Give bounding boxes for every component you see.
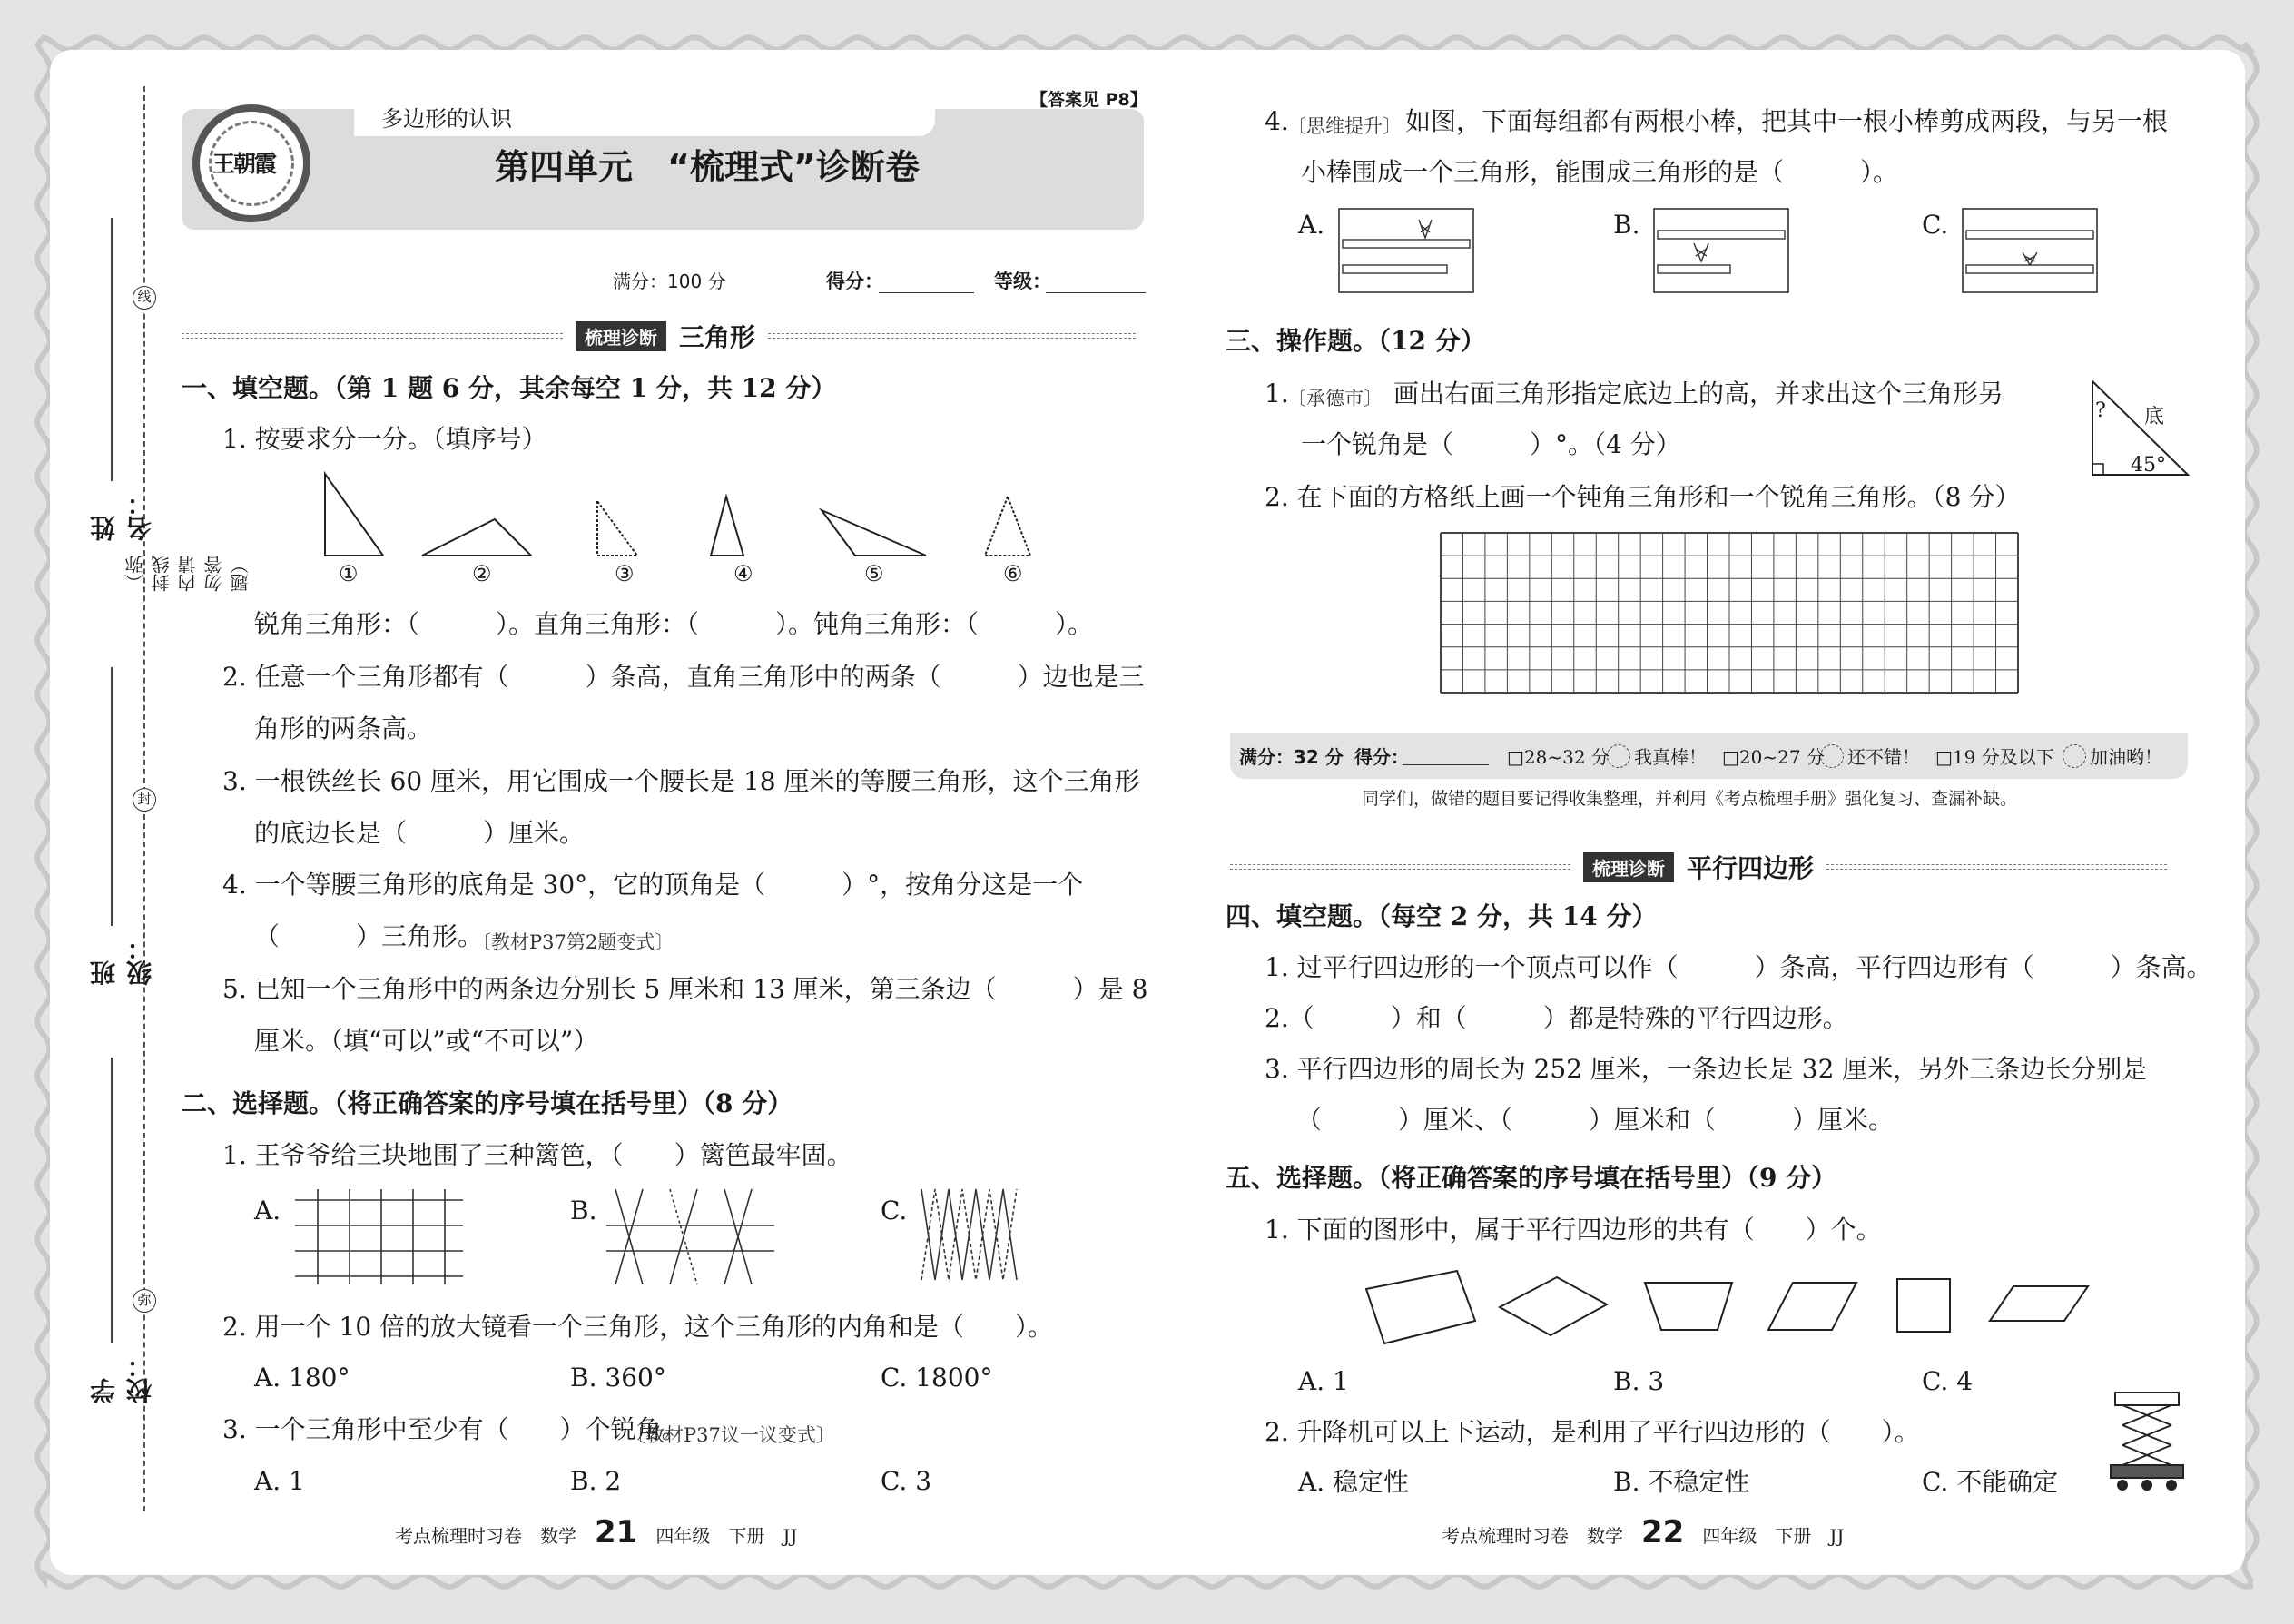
p3-line2: （ ）厘米、（ ）厘米和（ ）厘米。 xyxy=(1296,1105,1895,1135)
page-number: 22 xyxy=(1641,1514,1685,1550)
p3-line1: 3. 平行四边形的周长为 252 厘米，一条边长是 32 厘米，另外三条边长分别是 xyxy=(1265,1054,2148,1084)
q4-number: 4. xyxy=(1265,106,1289,136)
section-triangle-header xyxy=(182,318,1136,354)
q4-line2: 小棒围成一个三角形，能围成三角形的是（ ）。 xyxy=(1301,157,1899,187)
q1-heading: 一、填空题。（第 1 题 6 分，其余每空 1 分，共 12 分） xyxy=(182,373,837,403)
triangle-angle-label: 45° xyxy=(2131,454,2166,477)
shape-rhombus xyxy=(1500,1277,1607,1335)
q3-heading: 三、操作题。（12 分） xyxy=(1226,326,1486,356)
school-field[interactable] xyxy=(111,1058,113,1343)
q3-2: 2. 在下面的方格纸上画一个钝角三角形和一个锐角三角形。（8 分） xyxy=(1265,482,2021,512)
section-tag: 梳理诊断 xyxy=(1583,852,1674,882)
q1-5-line2: 厘米。（填“可以”或“不可以”） xyxy=(254,1026,599,1056)
s1-option-c[interactable]: C. 4 xyxy=(1922,1366,1974,1396)
score-bar-full: 满分：32 分 xyxy=(1239,746,1344,768)
rating-text-3: 加油哟！ xyxy=(2090,746,2162,768)
triangle-figures xyxy=(300,474,1207,583)
shape-trapezoid xyxy=(1645,1283,1732,1330)
rating-text-1: 我真棒！ xyxy=(1634,746,1707,768)
q2-heading: 二、选择题。（将正确答案的序号填在括号里）（8 分） xyxy=(182,1088,793,1118)
score-label: 得分： xyxy=(826,271,883,292)
q2-3-option-b[interactable]: B. 2 xyxy=(570,1466,622,1496)
binding-mark-xian: 线 xyxy=(133,286,156,310)
tri-label-1: ① xyxy=(339,561,359,586)
divider xyxy=(182,333,563,339)
q4-option-c[interactable]: C. xyxy=(1922,210,1949,240)
s2-option-c[interactable]: C. 不能确定 xyxy=(1922,1467,2059,1497)
s1-option-a[interactable]: A. 1 xyxy=(1298,1366,1349,1396)
q2-1-option-a[interactable]: A. xyxy=(254,1196,281,1225)
rating-range-1: □28~32 分 xyxy=(1507,746,1610,768)
p2: 2.（ ）和（ ）都是特殊的平行四边形。 xyxy=(1265,1003,1848,1033)
triangle-6 xyxy=(985,497,1030,556)
grade-field[interactable] xyxy=(1046,292,1146,293)
score-bar-field[interactable] xyxy=(1403,764,1489,765)
grid-paper[interactable] xyxy=(1439,531,2020,694)
divider xyxy=(1230,864,1570,870)
tri-label-4: ④ xyxy=(733,561,753,586)
q2-3: 3. 一个三角形中至少有（ ）个锐角。 xyxy=(222,1414,687,1444)
binding-note: （弥封线内请勿答题） xyxy=(124,556,251,592)
q2-1: 1. 王爷爷给三块地围了三种篱笆，（ ）篱笆最牢固。 xyxy=(222,1140,852,1170)
logo-text: 王朝霞 xyxy=(212,151,276,177)
right-footer xyxy=(1442,1514,1844,1550)
q1-4-line1: 4. 一个等腰三角形的底角是 30°，它的顶角是（ ）°，按角分这是一个 xyxy=(222,870,1084,900)
section-title: 三角形 xyxy=(679,322,756,352)
shape-parallelogram-2 xyxy=(1990,1286,2088,1321)
publisher-logo xyxy=(192,104,310,222)
section-parallelogram-header xyxy=(1230,849,2167,885)
grade-label: 等级： xyxy=(994,271,1051,292)
class-field[interactable] xyxy=(111,667,113,926)
q4-tag: 〔思维提升〕 xyxy=(1287,115,1402,137)
page-number: 21 xyxy=(595,1514,638,1550)
ok-face-icon xyxy=(1820,744,1844,768)
smile-face-icon xyxy=(1607,744,1630,768)
binding-mark-mi: 弥 xyxy=(133,1289,156,1313)
q3-1-line2: 一个锐角是（ ）°。（4 分） xyxy=(1301,429,1681,459)
q1-2-line1: 2. 任意一个三角形都有（ ）条高，直角三角形中的两条（ ）边也是三 xyxy=(222,662,1145,692)
answer-reference: 【答案见 P8】 xyxy=(1030,90,1147,110)
shape-parallelogram-1 xyxy=(1768,1283,1856,1330)
q1-3-line1: 3. 一根铁丝长 60 厘米，用它围成一个腰长是 18 厘米的等腰三角形，这个三角形 xyxy=(222,766,1140,796)
triangle-5 xyxy=(822,510,926,556)
tri-label-6: ⑥ xyxy=(1003,561,1023,586)
footer-grade: 四年级 下册 JJ xyxy=(1702,1525,1845,1547)
q2-2: 2. 用一个 10 倍的放大镜看一个三角形，这个三角形的内角和是（ ）。 xyxy=(222,1312,1054,1342)
q2-3-option-c[interactable]: C. 3 xyxy=(881,1466,932,1496)
triangle-base-label: 底 xyxy=(2144,406,2165,428)
left-footer xyxy=(395,1514,797,1550)
shape-quadrilateral-1 xyxy=(1366,1271,1475,1343)
triangle-3 xyxy=(597,501,637,556)
s2-option-b[interactable]: B. 不稳定性 xyxy=(1613,1467,1750,1497)
q4-fill-heading: 四、填空题。（每空 2 分，共 14 分） xyxy=(1226,901,1658,931)
sticks-figure-b xyxy=(1654,209,1790,295)
divider xyxy=(768,333,1136,339)
triangle-1 xyxy=(325,474,383,556)
q3-1-line1: 画出右面三角形指定底边上的高，并求出这个三角形另 xyxy=(1393,379,2004,408)
rating-text-2: 还不错！ xyxy=(1847,746,1920,768)
fence-c-zigzag xyxy=(917,1189,1026,1289)
score-field[interactable] xyxy=(879,292,974,293)
footer-series: 考点梳理时习卷 数学 xyxy=(395,1525,576,1547)
class-label: 班级： xyxy=(89,935,155,986)
tri-label-5: ⑤ xyxy=(864,561,884,586)
q1-5-line1: 5. 已知一个三角形中的两条边分别长 5 厘米和 13 厘米，第三条边（ ）是 8 xyxy=(222,974,1148,1004)
s2: 2. 升降机可以上下运动，是利用了平行四边形的（ ）。 xyxy=(1265,1417,1920,1447)
q2-2-option-a[interactable]: A. 180° xyxy=(254,1363,350,1393)
school-label: 学校： xyxy=(89,1353,155,1403)
section-title: 平行四边形 xyxy=(1687,853,1815,883)
s1: 1. 下面的图形中，属于平行四边形的共有（ ）个。 xyxy=(1265,1215,1882,1245)
triangle-4 xyxy=(711,497,743,556)
score-bar-score: 得分： xyxy=(1354,746,1409,768)
q1-4-source-note: 〔教材P37第2题变式〕 xyxy=(472,931,674,953)
q3-1-tag: 〔承德市〕 xyxy=(1287,388,1383,409)
footer-series: 考点梳理时习卷 数学 xyxy=(1442,1525,1623,1547)
q4-option-a[interactable]: A. xyxy=(1298,210,1325,240)
q1-4-line2: （ ）三角形。 xyxy=(254,921,484,951)
q5-heading: 五、选择题。（将正确答案的序号填在括号里）（9 分） xyxy=(1226,1163,1837,1193)
q4-option-b[interactable]: B. xyxy=(1613,210,1640,240)
rating-range-3: □19 分及以下 xyxy=(1935,746,2054,768)
q2-1-option-c[interactable]: C. xyxy=(881,1196,908,1225)
name-label: 姓名： xyxy=(89,490,155,541)
sticks-figure-c xyxy=(1963,209,2099,295)
triangle-question-mark: ? xyxy=(2095,399,2106,422)
s2-option-a[interactable]: A. 稳定性 xyxy=(1298,1467,1410,1497)
fence-a-grid xyxy=(295,1189,468,1289)
name-field[interactable] xyxy=(111,218,113,481)
q1-1: 1. 按要求分一分。（填序号） xyxy=(222,424,547,454)
q1-1-answer: 锐角三角形：（ ）。直角三角形：（ ）。钝角三角形：（ ）。 xyxy=(254,609,1094,639)
q1-3-line2: 的底边长是（ ）厘米。 xyxy=(254,818,586,848)
quadrilateral-shapes xyxy=(1362,1266,2106,1348)
section-tag: 梳理诊断 xyxy=(576,321,666,351)
tri-label-2: ② xyxy=(472,561,492,586)
q3-1-number: 1. xyxy=(1265,379,1289,408)
q2-3-option-a[interactable]: A. 1 xyxy=(254,1466,305,1496)
shape-rectangle xyxy=(1897,1279,1950,1332)
divider xyxy=(1826,864,2167,870)
p1: 1. 过平行四边形的一个顶点可以作（ ）条高，平行四边形有（ ）条高。 xyxy=(1265,952,2212,982)
q1-2-line2: 角形的两条高。 xyxy=(254,714,433,743)
page-title: 第四单元 “梳理式”诊断卷 xyxy=(495,147,920,187)
fence-b-triangles xyxy=(606,1189,779,1289)
q2-1-option-b[interactable]: B. xyxy=(570,1196,597,1225)
review-reminder: 同学们，做错的题目要记得收集整理，并利用《考点梳理手册》强化复习、查漏补缺。 xyxy=(1362,789,2018,809)
sticks-figure-a xyxy=(1339,209,1475,295)
binding-mark-feng: 封 xyxy=(133,788,156,812)
full-score: 满分：100 分 xyxy=(613,271,726,292)
tri-label-3: ③ xyxy=(615,561,635,586)
footer-grade: 四年级 下册 JJ xyxy=(655,1525,798,1547)
q4-line1: 如图，下面每组都有两根小棒，把其中一根小棒剪成两段，与另一根 xyxy=(1405,106,2169,136)
q2-2-option-b[interactable]: B. 360° xyxy=(570,1363,666,1393)
q2-2-option-c[interactable]: C. 1800° xyxy=(881,1363,993,1393)
cheer-face-icon xyxy=(2063,744,2086,768)
rating-range-2: □20~27 分 xyxy=(1722,746,1825,768)
s1-option-b[interactable]: B. 3 xyxy=(1613,1366,1665,1396)
scissor-lift-icon xyxy=(2106,1389,2197,1498)
triangle-2 xyxy=(422,519,531,556)
header-topic: 多边形的认识 xyxy=(381,106,512,132)
q2-3-source-note: 〔教材P37议一议变式〕 xyxy=(626,1424,835,1446)
